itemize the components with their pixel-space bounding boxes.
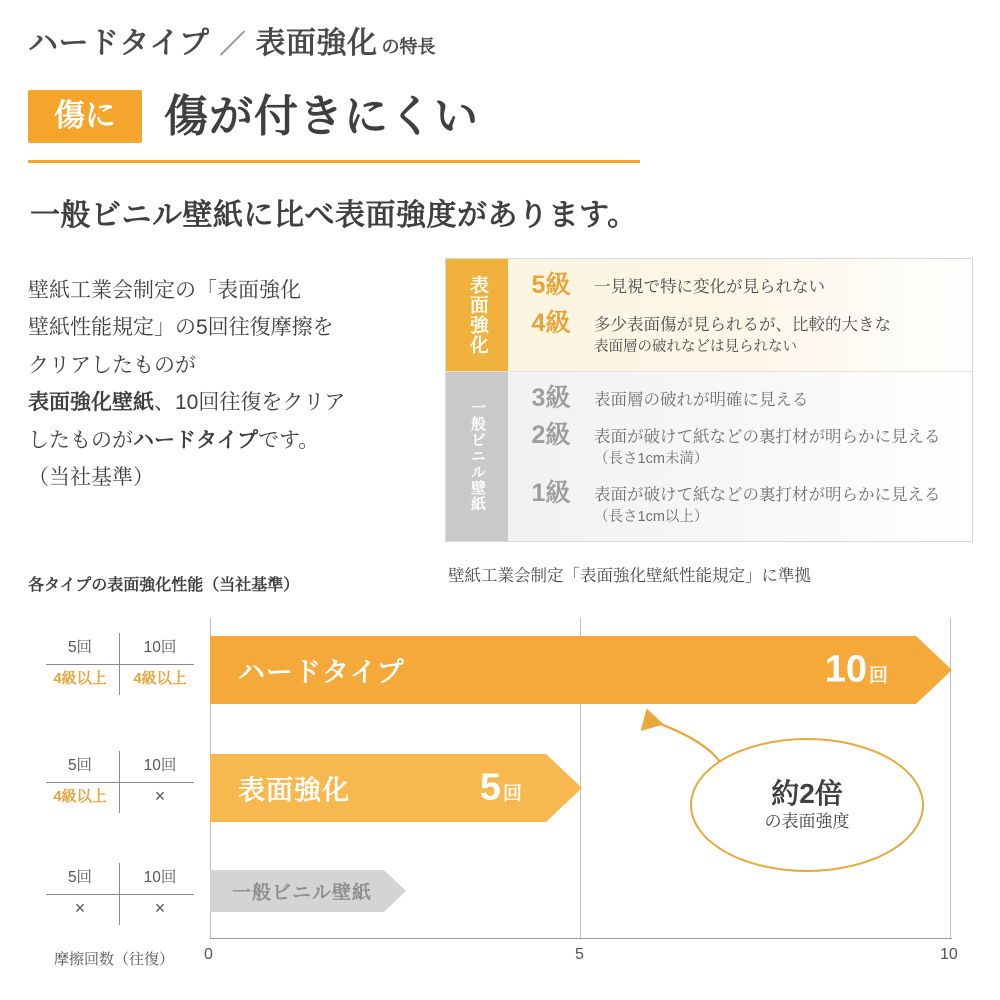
spec-value-5: 4級以上 xyxy=(53,787,107,805)
grade-description-sub: （長さ1cm以上） xyxy=(594,509,709,526)
body-line-4 xyxy=(28,384,438,421)
header-main-text: ハードタイプ xyxy=(28,27,210,60)
axis-tick-10: 10 xyxy=(940,946,958,963)
table-row xyxy=(508,305,972,363)
body-line-5-head: したものが xyxy=(28,428,133,452)
spec-divider-horizontal xyxy=(46,894,194,895)
spec-header-10: 10回 xyxy=(143,757,177,775)
spec-value-row xyxy=(40,893,200,923)
body-line-5 xyxy=(28,422,438,459)
grade-description-main: 表面層の破れが明確に見える xyxy=(594,390,809,409)
spec-value-10: 4級以上 xyxy=(133,669,187,687)
body-line-1: 壁紙工業会制定の「表面強化 xyxy=(28,279,301,302)
grade-rows-general xyxy=(508,372,972,542)
body-line-5-tail: です。 xyxy=(257,428,320,452)
axis-tick-5: 5 xyxy=(575,946,584,963)
grade-section-general xyxy=(446,371,972,542)
spec-header-5: 5回 xyxy=(67,639,93,657)
annotation-small-text: の表面強度 xyxy=(764,811,850,831)
grade-description xyxy=(594,310,891,358)
bar-value-unit: 回 xyxy=(502,783,522,805)
table-row xyxy=(508,417,972,475)
grade-table-note: 壁紙工業会制定「表面強化壁紙性能規定」に準拠 xyxy=(448,567,811,585)
spec-header-10: 10回 xyxy=(143,869,177,887)
grade-rows-strong xyxy=(508,259,972,371)
chart-caption: 各タイプの表面強化性能（当社基準） xyxy=(28,577,300,594)
spec-value-10: × xyxy=(154,786,166,806)
grade-section-strong xyxy=(446,259,972,371)
body-paragraph xyxy=(28,272,438,496)
bar-value-number: 10 xyxy=(824,648,867,691)
grade-description xyxy=(594,422,941,470)
grade-label: 2級 xyxy=(531,421,571,449)
body-line-4-bold: 表面強化壁紙 xyxy=(28,391,154,415)
spec-header-5: 5回 xyxy=(67,869,93,887)
spec-value-5: 4級以上 xyxy=(53,669,107,687)
spec-table-hard xyxy=(40,633,200,693)
bar-value-number: 5 xyxy=(479,766,501,809)
grade-description-main: 多少表面傷が見られるが、比較的大きな xyxy=(594,315,891,334)
axis-title-x: 摩擦回数（往復） xyxy=(54,951,175,968)
spec-value-5: × xyxy=(74,898,86,918)
bar-value-unit: 回 xyxy=(868,665,888,687)
spec-header-10: 10回 xyxy=(143,639,177,657)
bar-value-hard xyxy=(825,649,888,692)
grade-table xyxy=(445,258,973,542)
spec-header-row xyxy=(40,633,200,663)
spec-value-row xyxy=(40,781,200,811)
spec-table-general xyxy=(40,863,200,923)
lead-text: 一般ビニル壁紙に比べ表面強度があります。 xyxy=(30,199,638,232)
table-row xyxy=(508,475,972,533)
page-title: 傷が付きにくい xyxy=(164,91,479,141)
spec-header-row xyxy=(40,751,200,781)
grade-label: 4級 xyxy=(531,308,571,337)
page-header xyxy=(28,18,436,62)
grade-description xyxy=(594,385,809,412)
grade-label: 1級 xyxy=(531,479,571,507)
grade-description-sub: （長さ1cm未満） xyxy=(594,451,709,468)
header-sub-strong-text: 表面強化 xyxy=(255,27,378,60)
title-badge: 傷に xyxy=(28,90,142,143)
bar-surface-strengthened xyxy=(210,754,582,822)
header-sub-tail-text: の特長 xyxy=(381,37,436,57)
body-line-6: （当社基準） xyxy=(28,465,154,489)
bar-value-surface xyxy=(480,767,522,810)
axis-tick-0: 0 xyxy=(204,946,213,963)
bar-label-general: 一般ビニル壁紙 xyxy=(232,882,373,904)
table-row xyxy=(508,380,972,418)
chart-baseline xyxy=(210,938,952,939)
grade-description-main: 表面が破けて紙などの裏打材が明らかに見える xyxy=(594,428,941,446)
spec-header-row xyxy=(40,863,200,893)
grade-description xyxy=(594,480,941,528)
spec-divider-horizontal xyxy=(46,782,194,783)
bar-label-hard: ハードタイプ xyxy=(238,657,405,688)
body-line-3: クリアしたものが xyxy=(28,353,196,377)
table-row xyxy=(508,267,972,305)
spec-table-surface xyxy=(40,751,200,811)
annotation-bubble xyxy=(690,738,924,872)
bar-general-vinyl xyxy=(210,870,406,912)
grade-description xyxy=(594,272,825,299)
title-underline xyxy=(28,160,640,163)
grade-side-label-general: 一般ビニル壁紙 xyxy=(446,372,508,542)
bar-hard-type xyxy=(210,636,952,704)
annotation-big-text: 約2倍 xyxy=(771,778,843,810)
grade-description-main: 表面が破けて紙などの裏打材が明らかに見える xyxy=(594,486,941,504)
body-line-2: 壁紙性能規定」の5回往復摩擦を xyxy=(28,316,334,340)
body-line-5-bold: ハードタイプ xyxy=(133,428,258,452)
header-separator: ／ xyxy=(219,29,246,59)
grade-label: 3級 xyxy=(531,383,571,412)
grade-side-label-strong: 表面強化 xyxy=(446,259,508,371)
spec-value-10: × xyxy=(154,898,166,918)
grade-description-sub: 表面層の破れなどは見られない xyxy=(594,338,797,355)
body-line-4-rest: 、10回往復をクリア xyxy=(154,391,346,415)
performance-chart xyxy=(0,608,1000,988)
grade-description-main: 一見視で特に変化が見られない xyxy=(594,278,825,296)
spec-header-5: 5回 xyxy=(67,757,93,775)
grade-label: 5級 xyxy=(531,271,571,299)
bar-label-surface: 表面強化 xyxy=(238,775,350,806)
spec-divider-horizontal xyxy=(46,664,194,665)
title-band xyxy=(28,90,648,143)
spec-value-row xyxy=(40,663,200,693)
